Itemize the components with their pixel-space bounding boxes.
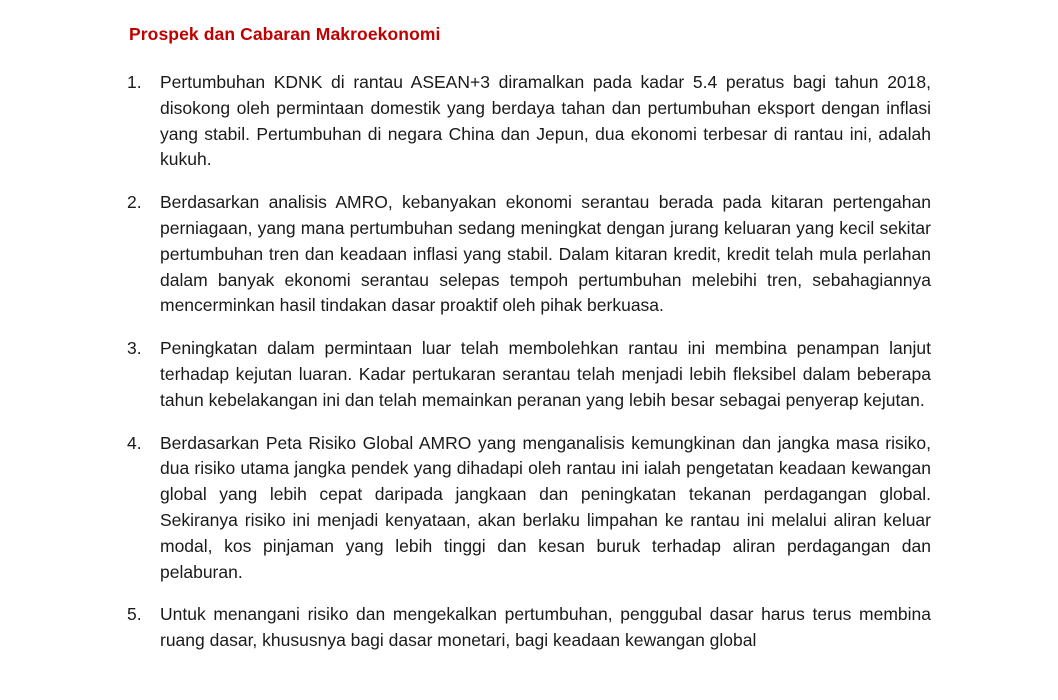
list-item	[127, 602, 931, 654]
paragraph-text: Peningkatan dalam permintaan luar telah membolehkan rantau ini membina penampan lanjut terhadap kejutan luaran. Kadar pertukaran serantau telah menjadi lebih fleksibel dalam beberapa tahun kebelakangan ini dan telah memainkan peranan yang lebih besar sebagai penyerap kejutan.	[160, 338, 931, 410]
list-item	[127, 431, 931, 586]
list-item	[127, 70, 931, 173]
paragraph-number: 4.	[127, 432, 142, 453]
list-item	[127, 336, 931, 413]
paragraph-text: Pertumbuhan KDNK di rantau ASEAN+3 diramalkan pada kadar 5.4 peratus bagi tahun 2018, disokong oleh permintaan domestik yang berdaya tahan dan pertumbuhan eksport dengan inflasi yang stabil. Pertumbuhan di negara China dan Jepun, dua ekonomi terbesar di rantau ini, adalah kukuh.	[160, 72, 931, 170]
paragraph-number: 5.	[127, 604, 142, 625]
paragraph-number: 1.	[127, 72, 142, 92]
paragraph-number: 3.	[127, 338, 142, 359]
paragraph-text: Untuk menangani risiko dan mengekalkan pertumbuhan, penggubal dasar harus terus membina ruang dasar, khususnya bagi dasar monetari, bagi keadaan kewangan global	[160, 604, 931, 651]
list-item	[127, 190, 931, 319]
paragraph-list	[127, 70, 931, 671]
paragraph-text: Berdasarkan Peta Risiko Global AMRO yang menganalisis kemungkinan dan jangka masa risiko, dua risiko utama jangka pendek yang dihadapi oleh rantau ini ialah pengetatan keadaan kewangan global yang lebih cepat daripada jangkaan dan peningkatan tekanan perdagangan global. Sekiranya risiko ini menjadi kenyataan, akan berlaku limpahan ke rantau ini melalui aliran keluar modal, kos pinjaman yang lebih tinggi dan kesan buruk terhadap aliran perdagangan dan pelaburan.	[160, 432, 931, 582]
paragraph-number: 2.	[127, 192, 142, 213]
section-heading: Prospek dan Cabaran Makroekonomi	[129, 24, 441, 44]
paragraph-text: Berdasarkan analisis AMRO, kebanyakan ekonomi serantau berada pada kitaran pertengahan perniagaan, yang mana pertumbuhan sedang meningkat dengan jurang keluaran yang kecil sekitar pertumbuhan tren dan keadaan inflasi yang stabil. Dalam kitaran kredit, kredit telah mula perlahan dalam banyak ekonomi serantau selepas tempoh pertumbuhan melebihi tren, sebahagiannya mencerminkan hasil tindakan dasar proaktif oleh pihak berkuasa.	[160, 192, 931, 316]
